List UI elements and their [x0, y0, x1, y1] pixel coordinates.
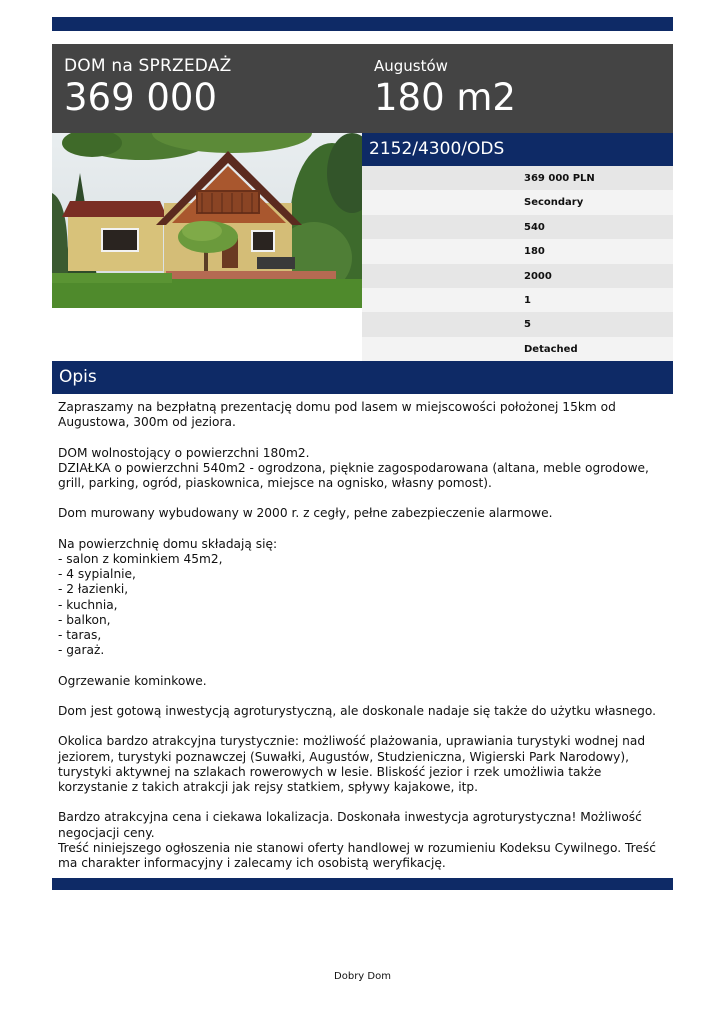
description-text: Zapraszamy na bezpłatną prezentację domu pod lasem w miejscowości położonej 15km od Augustowa, 300m od jeziora. DOM wolnostojący o powierzchni 180m2. DZIAŁKA o powierzchni 540m2 - ogrodzona, pięknie zagospodarowana (altana, meble ogrodowe, grill, parking, ogród, piaskownica, miejsce na ognisko, własny pomost). Dom murowany wybudowany w 2000 r. z cegły, pełne zabezpieczenie alarmowe. Na powierzchnię domu składają się: - salon z kominkiem 45m2, - 4 sypialnie, - 2 łazienki, - kuchnia, - balkon, - taras, - garaż. Ogrzewanie kominkowe. Dom jest gotową inwestycją agroturystyczną, ale doskonale nadaje się także do użytku własnego. Okolica bardzo atrakcyjna turystycznie: możliwość plażowania, uprawiania turystyki wodnej nad jeziorem, turystyki poznawczej (Suwałki, Augustów, Studzieniczna, Wigierski Park Narodowy), turystyki aktywnej na szlakach rowerowych w lesie. Bliskość jezior i rzek umożliwia także korzystanie z takich atrakcji jak rejsy statkiem, spływy kajakowe, itp. Bardzo atrakcyjna cena i ciekawa lokalizacja. Doskonała inwestycja agroturystyczna! Możliwość negocjacji ceny. Treść niniejszego ogłoszenia nie stanowi oferty handlowej w rozumieniu Kodeksu Cywilnego. Treść ma charakter informacyjny i zalecamy ich osobistą weryfikację.: [58, 400, 656, 871]
detail-row-price: [362, 166, 673, 190]
detail-value: 5: [524, 319, 531, 331]
reference-number: 2152/4300/ODS: [369, 139, 505, 159]
house-photo: [52, 133, 362, 308]
detail-value: 180: [524, 246, 545, 258]
header-right: [374, 56, 516, 120]
detail-row-floors: [362, 288, 673, 312]
detail-row-area: [362, 239, 673, 263]
description-heading-bar: [52, 361, 673, 394]
detail-row-year: [362, 264, 673, 288]
detail-row-plot-area: [362, 215, 673, 239]
price-headline: 369 000: [64, 76, 218, 119]
property-type-label: DOM na SPRZEDAŻ: [64, 56, 232, 76]
detail-value: Secondary: [524, 197, 584, 209]
details-table: [362, 166, 673, 361]
bottom-accent-bar: [52, 878, 673, 890]
header-left: [64, 56, 231, 120]
detail-value: Detached: [524, 343, 578, 355]
city-label: Augustów: [374, 57, 448, 75]
detail-value: 2000: [524, 270, 552, 282]
detail-value: 369 000 PLN: [524, 173, 595, 184]
detail-value: 540: [524, 221, 545, 233]
detail-row-rooms: [362, 312, 673, 336]
top-accent-bar: [52, 17, 673, 31]
area-headline: 180 m2: [374, 76, 516, 119]
detail-row-market: [362, 190, 673, 214]
reference-bar: [362, 133, 673, 166]
detail-value: 1: [524, 294, 531, 306]
listing-header: [52, 44, 673, 133]
detail-row-building-type: [362, 337, 673, 361]
description-heading: Opis: [59, 367, 97, 387]
footer-agency: Dobry Dom: [334, 971, 391, 982]
